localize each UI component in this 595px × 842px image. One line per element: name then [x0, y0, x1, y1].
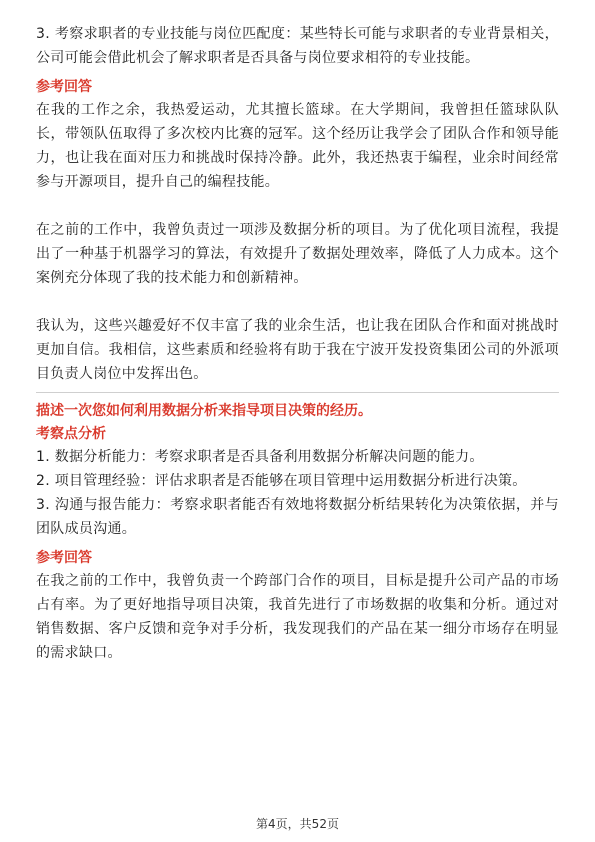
section1-answer-paragraph-1: 在我的工作之余，我热爱运动，尤其擅长篮球。在大学期间，我曾担任篮球队队长，带领队伍取得了多次校内比赛的冠军。这个经历让我学会了团队合作和领导能力，也让我在面对压力和挑战时保持冷静。此外，我还热衷于编程，业余时间经常参与开源项目，提升自己的编程技能。 [36, 102, 559, 190]
section2-analysis-point-3: 3. 沟通与报告能力：考察求职者能否有效地将数据分析结果转化为决策依据，并与团队成员沟通。 [36, 497, 559, 537]
page-number: 第4页，共52页 [256, 817, 339, 831]
section2-answer-heading: 参考回答 [36, 550, 92, 566]
section1-answer-paragraph-2: 在之前的工作中，我曾负责过一项涉及数据分析的项目。为了优化项目流程，我提出了一种基于机器学习的算法，有效提升了数据处理效率，降低了人力成本。这个案例充分体现了我的技术能力和创新精神。 [36, 222, 559, 286]
section2-answer-paragraph: 在我之前的工作中，我曾负责一个跨部门合作的项目，目标是提升公司产品的市场占有率。为了更好地指导项目决策，我首先进行了市场数据的收集和分析。通过对销售数据、客户反馈和竞争对手分析，我发现我们的产品在某一细分市场存在明显的需求缺口。 [36, 573, 559, 661]
section-divider [36, 392, 559, 393]
page-content [36, 22, 559, 665]
section2-analysis-point-2: 2. 项目管理经验：评估求职者是否能够在项目管理中运用数据分析进行决策。 [36, 473, 527, 489]
section1-answer-heading: 参考回答 [36, 79, 92, 95]
section1-answer-paragraph-3: 我认为，这些兴趣爱好不仅丰富了我的业余生活，也让我在团队合作和面对挑战时更加自信。我相信，这些素质和经验将有助于我在宁波开发投资集团公司的外派项目负责人岗位中发挥出色。 [36, 318, 559, 382]
section1-intro-point: 3. 考察求职者的专业技能与岗位匹配度：某些特长可能与求职者的专业背景相关，公司可能会借此机会了解求职者是否具备与岗位要求相符的专业技能。 [36, 26, 559, 66]
section2-analysis-heading: 考察点分析 [36, 426, 106, 442]
section2-analysis-point-1: 1. 数据分析能力：考察求职者是否具备利用数据分析解决问题的能力。 [36, 449, 484, 465]
section2-question: 描述一次您如何利用数据分析来指导项目决策的经历。 [36, 403, 372, 419]
